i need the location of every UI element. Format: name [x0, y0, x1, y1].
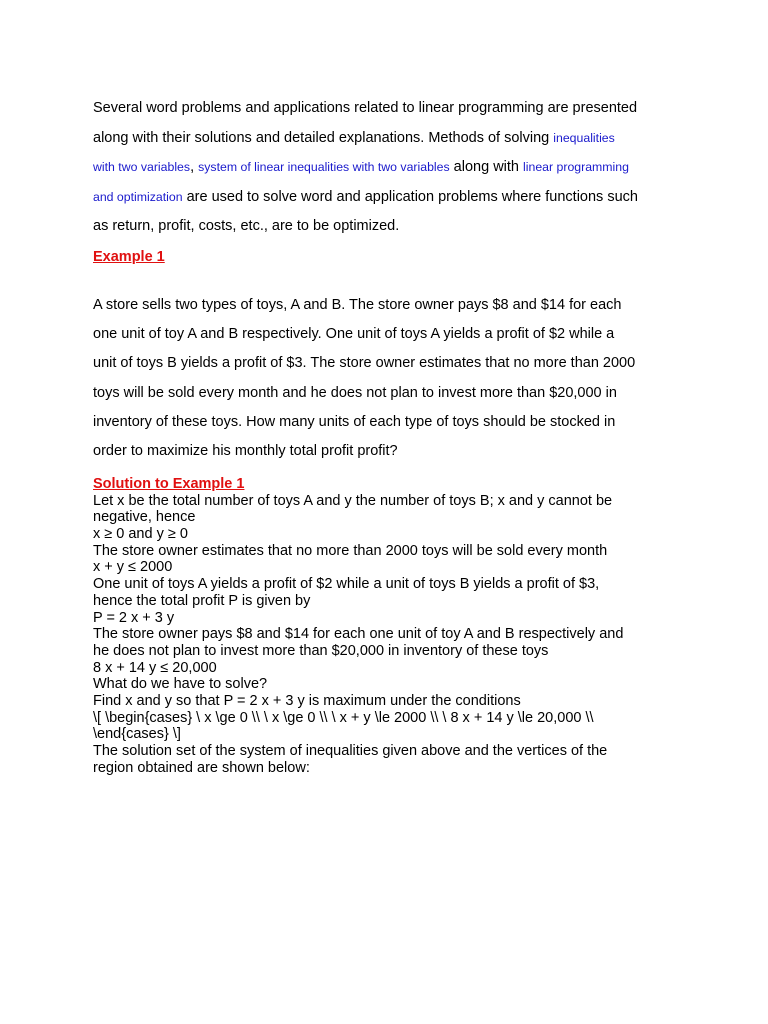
solution-line: \end{cases} \] [93, 726, 181, 743]
solution-1-heading: Solution to Example 1 [93, 476, 245, 492]
intro-line-2 [93, 124, 693, 154]
problem-line: A store sells two types of toys, A and B. The store owner pays $8 and $14 for each [93, 297, 622, 313]
solution-line: hence the total profit P is given by [93, 592, 311, 609]
solution-line: Find x and y so that P = 2 x + 3 y is maximum under the conditions [93, 692, 521, 709]
solution-line: The store owner pays $8 and $14 for each one unit of toy A and B respectively and [93, 626, 624, 643]
link-and-optimization[interactable]: and optimization [93, 189, 183, 204]
problem-line: one unit of toy A and B respectively. One unit of toys A yields a profit of $2 while a [93, 326, 615, 343]
solution-line: P = 2 x + 3 y [93, 609, 175, 626]
problem-line: order to maximize his monthly total profit profit? [93, 442, 398, 459]
intro-line-3 [93, 153, 693, 183]
solution-line: negative, hence [93, 509, 196, 526]
solution-line: Let x be the total number of toys A and y the number of toys B; x and y cannot be [93, 492, 613, 509]
intro-line-4-text: are used to solve word and application problems where functions such [182, 188, 638, 205]
intro-line-1: Several word problems and applications related to linear programming are presented [93, 100, 638, 116]
intro-line-5: as return, profit, costs, etc., are to be optimized. [93, 218, 400, 234]
link-linear-programming[interactable]: linear programming [523, 160, 629, 174]
problem-line: unit of toys B yields a profit of $3. The store owner estimates that no more than 2000 [93, 355, 636, 372]
solution-line: The solution set of the system of inequalities given above and the vertices of the [93, 743, 608, 759]
example-1-problem [93, 291, 713, 466]
solution-line: The store owner estimates that no more than 2000 toys will be sold every month [93, 542, 608, 559]
solution-line: 8 x + 14 y ≤ 20,000 [93, 659, 217, 676]
solution-line: What do we have to solve? [93, 676, 268, 693]
intro-line-2-text: along with their solutions and detailed explanations. Methods of solving [93, 129, 554, 146]
problem-line: toys will be sold every month and he does not plan to invest more than $20,000 in [93, 384, 617, 401]
solution-line: he does not plan to invest more than $20,000 in inventory of these toys [93, 642, 549, 659]
link-system-of-linear-inequalities[interactable]: system of linear inequalities with two variables [198, 160, 450, 174]
problem-line: inventory of these toys. How many units of each type of toys should be stocked in [93, 413, 616, 430]
solution-line: One unit of toys A yields a profit of $2 while a unit of toys B yields a profit of $3, [93, 576, 600, 593]
intro-line-4 [93, 183, 693, 213]
link-with-two-variables[interactable]: with two variables [93, 160, 191, 174]
intro-along-with: along with [449, 159, 524, 175]
solution-line: \[ \begin{cases} \ x \ge 0 \\ \ x \ge 0 \\ \ x + y \le 2000 \\ \ 8 x + 14 y \le 20,000 \\ [93, 709, 594, 726]
intro-comma: , [190, 159, 199, 175]
link-inequalities[interactable]: inequalities [553, 130, 615, 145]
solution-1-block [93, 476, 713, 776]
example-1-heading: Example 1 [93, 249, 165, 265]
solution-line: region obtained are shown below: [93, 759, 310, 776]
solution-line: x ≥ 0 and y ≥ 0 [93, 526, 188, 543]
intro-paragraph [93, 94, 693, 242]
solution-line: x + y ≤ 2000 [93, 559, 173, 576]
